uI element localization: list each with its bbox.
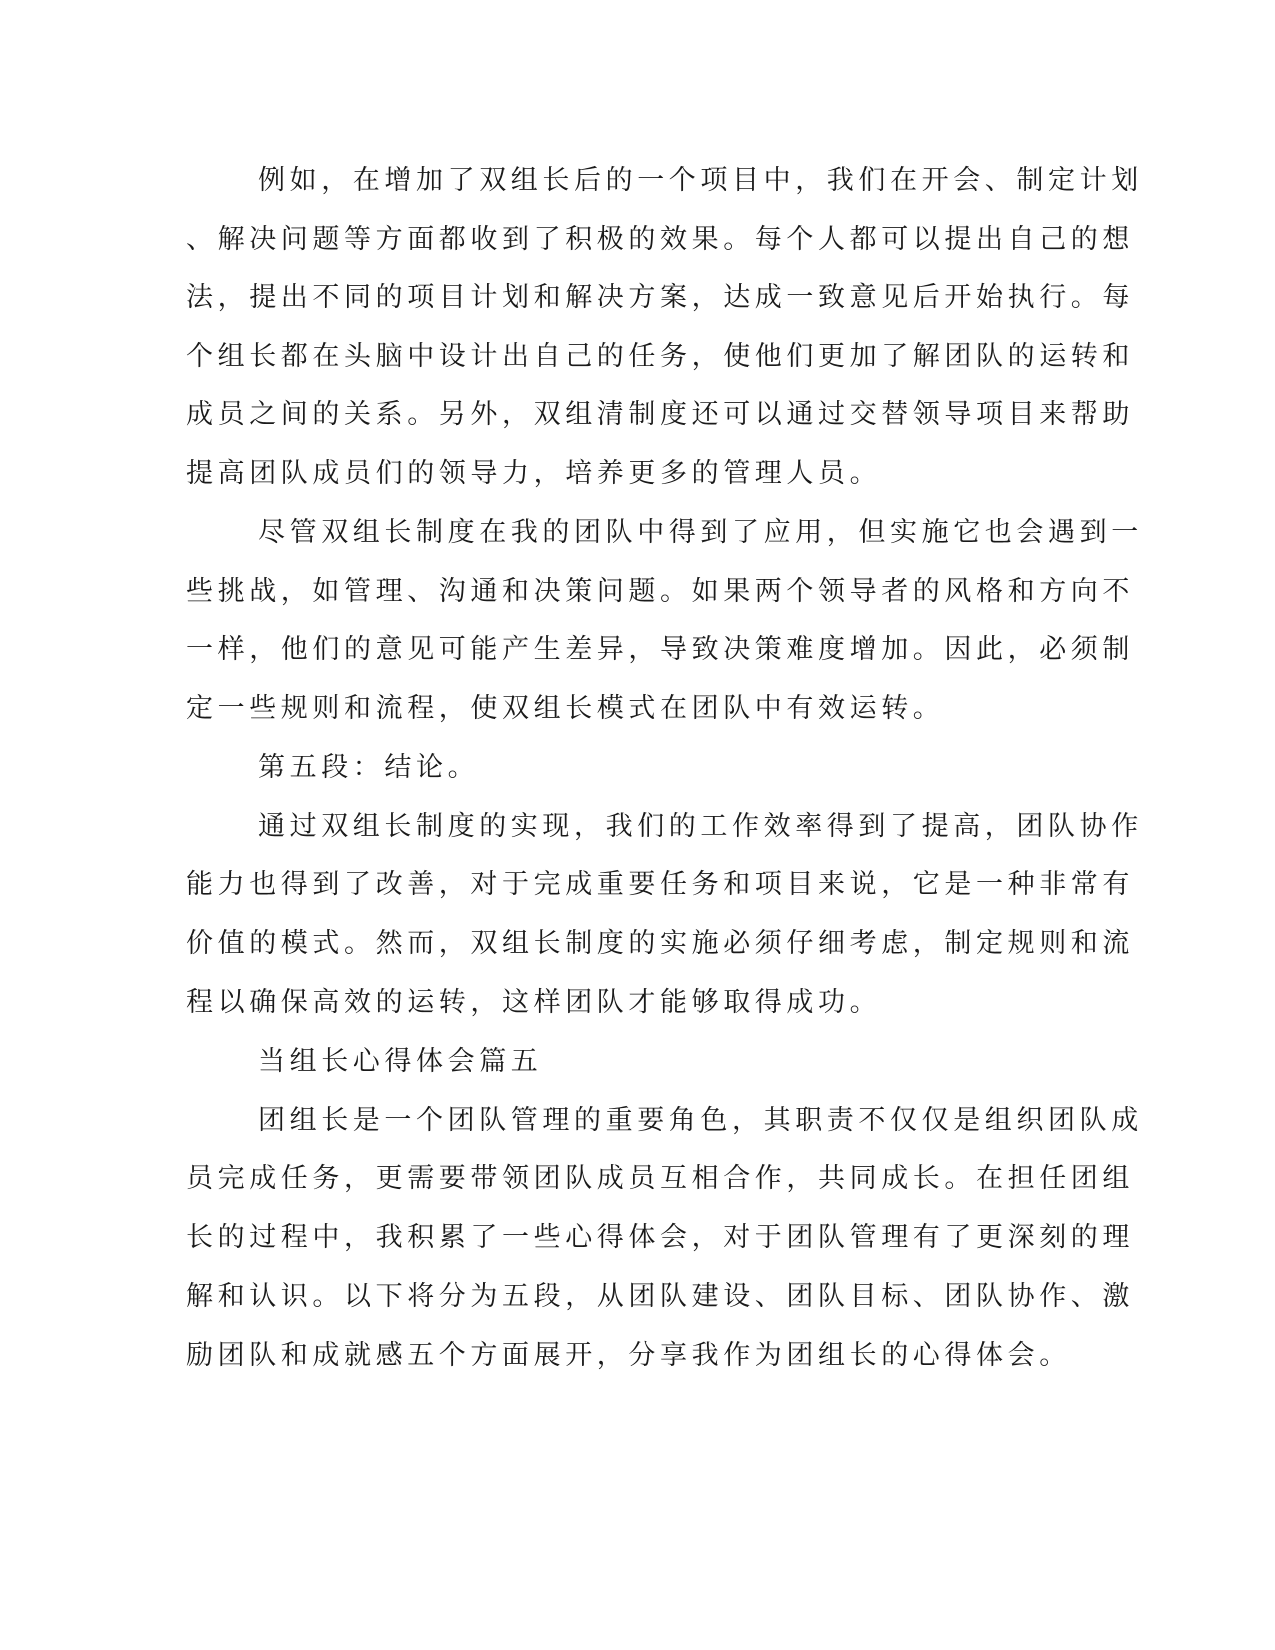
paragraph-1-line-1: 例如，在增加了双组长后的一个项目中，我们在开会、制定计划 [258, 165, 1143, 196]
paragraph-2-line-1: 尽管双组长制度在我的团队中得到了应用，但实施它也会遇到一 [258, 517, 1143, 548]
paragraph-3-line-1: 通过双组长制度的实现，我们的工作效率得到了提高，团队协作 [258, 811, 1143, 842]
paragraph-1-line-5: 成员之间的关系。另外，双组清制度还可以通过交替领导项目来帮助 [186, 399, 1134, 430]
paragraph-4-line-3: 长的过程中，我积累了一些心得体会，对于团队管理有了更深刻的理 [186, 1222, 1134, 1253]
paragraph-2-line-4: 定一些规则和流程，使双组长模式在团队中有效运转。 [186, 693, 945, 724]
paragraph-3-line-4: 程以确保高效的运转，这样团队才能够取得成功。 [186, 987, 882, 1018]
paragraph-4-line-4: 解和认识。以下将分为五段，从团队建设、团队目标、团队协作、激 [186, 1281, 1134, 1312]
article-title: 当组长心得体会篇五 [258, 1046, 543, 1077]
paragraph-3-line-3: 价值的模式。然而，双组长制度的实施必须仔细考虑，制定规则和流 [186, 928, 1134, 959]
paragraph-4-line-5: 励团队和成就感五个方面展开，分享我作为团组长的心得体会。 [186, 1340, 1071, 1371]
section-heading: 第五段：结论。 [258, 752, 480, 783]
paragraph-1-line-2: 、解决问题等方面都收到了积极的效果。每个人都可以提出自己的想 [186, 224, 1134, 255]
paragraph-1-line-3: 法，提出不同的项目计划和解决方案，达成一致意见后开始执行。每 [186, 282, 1134, 313]
paragraph-1-line-4: 个组长都在头脑中设计出自己的任务，使他们更加了解团队的运转和 [186, 341, 1134, 372]
paragraph-4-line-2: 员完成任务，更需要带领团队成员互相合作，共同成长。在担任团组 [186, 1163, 1134, 1194]
paragraph-2-line-2: 些挑战，如管理、沟通和决策问题。如果两个领导者的风格和方向不 [186, 576, 1134, 607]
paragraph-2-line-3: 一样，他们的意见可能产生差异，导致决策难度增加。因此，必须制 [186, 634, 1134, 665]
paragraph-4-line-1: 团组长是一个团队管理的重要角色，其职责不仅仅是组织团队成 [258, 1105, 1143, 1136]
paragraph-3-line-2: 能力也得到了改善，对于完成重要任务和项目来说，它是一种非常有 [186, 869, 1134, 900]
paragraph-1-line-6: 提高团队成员们的领导力，培养更多的管理人员。 [186, 458, 882, 489]
